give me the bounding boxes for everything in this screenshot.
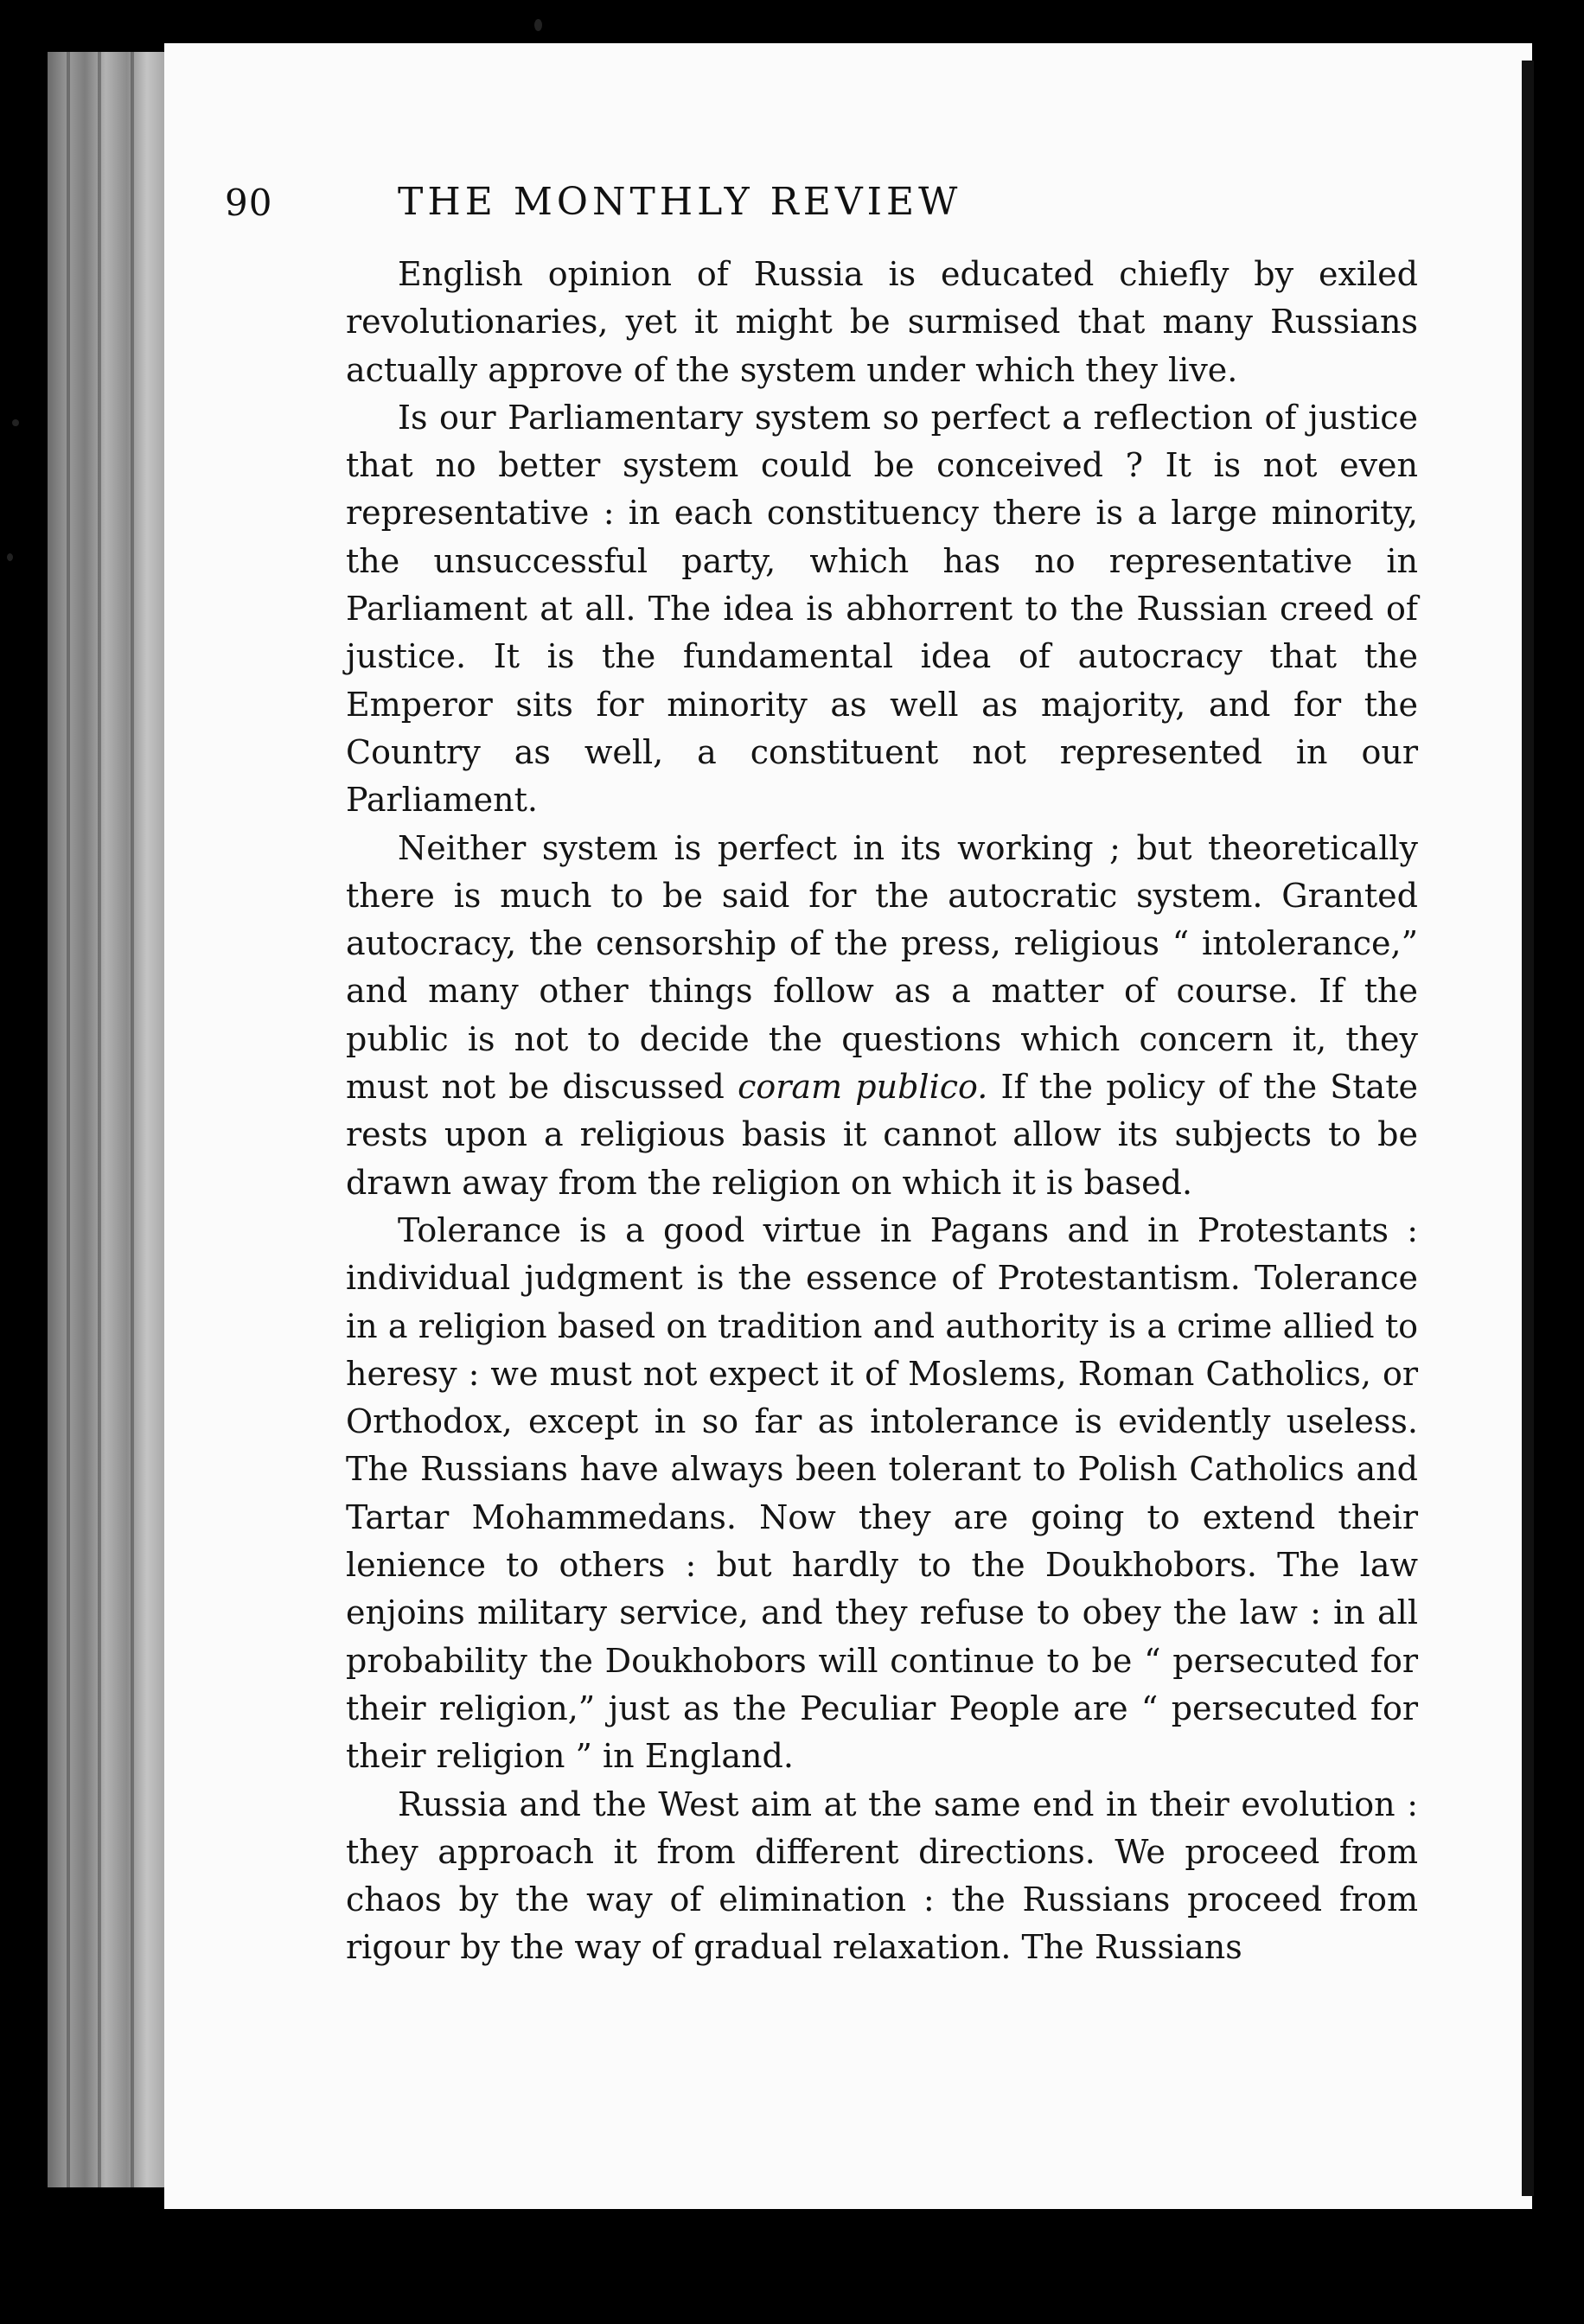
paragraph-3-text-after: If the policy of the State rests upon a religious basis it cannot allow its subjects to be drawn away from the religion on which it is based.	[346, 1068, 1418, 1202]
scan-speck	[12, 419, 19, 426]
paragraph-4: Tolerance is a good virtue in Pagans and in Protestants : individual judgment is the essence of Protestantism. Tolerance in a religion based on tradition and authority is a crime allied to heresy : we must not expect it of Moslems, Roman Catholics, or Orthodox, except in so far as intolerance is evidently useless. The Russians have always been tolerant to Polish Catholics and Tartar Mohammedans. Now they are going to extend their lenience to others : but hardly to the Doukhobors. The law enjoins military service, and they refuse to obey the law : in all probability the Doukhobors will continue to be “ persecuted for their religion,” just as the Peculiar People are “ persecuted for their religion ” in England.	[346, 1210, 1418, 1776]
edge-stripe	[98, 52, 101, 2187]
body-text	[346, 251, 1418, 1972]
paragraph-2: Is our Parliamentary system so perfect a reflection of justice that no better system could be conceived ? It is not even representative : in each constituency there is a large minority, the unsuccessful party, which has no representative in Parliament at all. The idea is abhorrent to the Russian creed of justice. It is the fundamental idea of autocracy that the Emperor sits for minority as well as majority, and for the Country as well, a constituent not represented in our Parliament.	[346, 398, 1418, 820]
running-head	[225, 156, 1210, 233]
paragraph-5: Russia and the West aim at the same end in their evolution : they approach it from different directions. We proceed from chaos by the way of elimination : the Russians proceed from rigour by the way of gradual relaxation. The Russians	[346, 1784, 1418, 1967]
page-number: 90	[225, 182, 273, 224]
scan-speck	[534, 19, 542, 31]
paragraph-3-latin-phrase: coram publico.	[738, 1068, 988, 1107]
edge-stripe	[131, 52, 134, 2187]
edge-stripe	[67, 52, 70, 2187]
journal-title: THE MONTHLY REVIEW	[398, 180, 962, 224]
paragraph-3	[346, 825, 1418, 1207]
paragraph-3-text-before: Neither system is perfect in its working ; but theoretically there is much to be said for the autocratic system. Granted autocracy, the censorship of the press, religious “ intolerance,” and many other things follow as a matter of course. If the public is not to decide the questions which concern it, they must not be discussed	[346, 828, 1418, 1107]
book-page-edges	[48, 52, 164, 2187]
paragraph-1: English opinion of Russia is educated chiefly by exiled revolutionaries, yet it might be surmised that many Russians actually approve of the system under which they live.	[346, 255, 1418, 389]
scan-speck	[7, 553, 13, 561]
book-spine-shadow	[1522, 61, 1534, 2196]
